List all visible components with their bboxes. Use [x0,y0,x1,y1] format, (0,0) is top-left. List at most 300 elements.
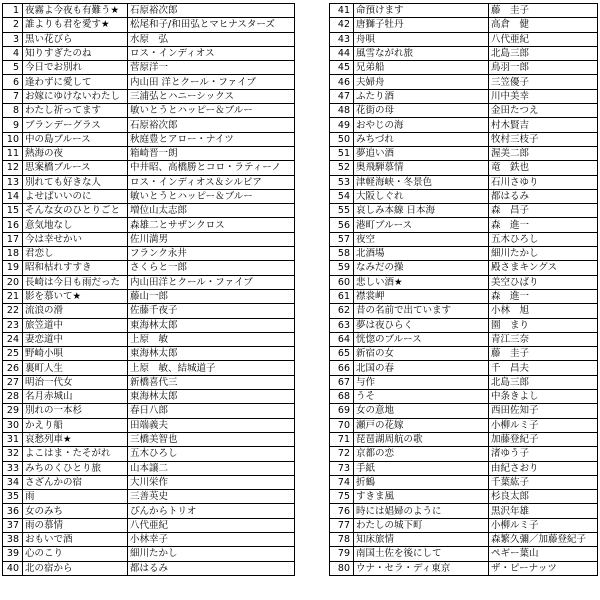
table-row [3,432,295,446]
table-row [3,375,295,389]
song-artist: 西田佐知子 [489,404,598,418]
song-artist: 藤 圭子 [489,347,598,361]
song-number: 27 [3,375,23,389]
table-row [330,75,598,89]
table-row [3,132,295,146]
song-number: 53 [330,175,354,189]
song-title: ウナ・セラ・ディ東京 [354,561,489,575]
song-artist: 中条きよし [489,390,598,404]
song-artist: ロス・インディオス＆シルビア [128,175,295,189]
song-artist: 増位山太志郎 [128,204,295,218]
table-row [330,418,598,432]
table-row [330,289,598,303]
song-title: 花街の母 [354,104,489,118]
song-artist: 渥美二郎 [489,146,598,160]
song-title: お嫁にゆけないわたし [23,89,128,103]
song-number: 59 [330,261,354,275]
song-number: 1 [3,4,23,18]
song-number: 61 [330,289,354,303]
song-number: 13 [3,175,23,189]
song-number: 70 [330,418,354,432]
song-title: 逢わずに愛して [23,75,128,89]
table-row [330,318,598,332]
song-artist: 田端義夫 [128,418,295,432]
song-title: 今日でお別れ [23,61,128,75]
song-artist: 五木ひろし [489,232,598,246]
song-title: おもいで酒 [23,532,128,546]
song-title: 女の意地 [354,404,489,418]
song-number: 78 [330,532,354,546]
song-artist: 都はるみ [489,189,598,203]
song-title: 別れても好きな人 [23,175,128,189]
song-title: 時には娼婦のように [354,504,489,518]
song-artist: 鳥羽一郎 [489,61,598,75]
song-number: 77 [330,518,354,532]
song-number: 3 [3,32,23,46]
table-row [330,347,598,361]
table-row [330,547,598,561]
song-title: 夫婦舟 [354,75,489,89]
song-number: 60 [330,275,354,289]
song-number: 10 [3,132,23,146]
table-row [3,390,295,404]
song-title: 兄弟船 [354,61,489,75]
song-artist: 園 まり [489,318,598,332]
table-row [330,89,598,103]
song-artist: 石川さゆり [489,175,598,189]
song-number: 34 [3,475,23,489]
song-number: 50 [330,132,354,146]
song-title: 瀬戸の花嫁 [354,418,489,432]
table-row [3,146,295,160]
song-title: かえり船 [23,418,128,432]
song-number: 42 [330,18,354,32]
song-title: すきま風 [354,490,489,504]
song-artist: 上原 敏 [128,332,295,346]
song-artist: 美空ひばり [489,275,598,289]
song-artist: 佐川満男 [128,232,295,246]
table-row [3,447,295,461]
song-number: 23 [3,318,23,332]
song-artist: 高倉 健 [489,18,598,32]
song-number: 11 [3,146,23,160]
song-artist: 藤 圭子 [489,4,598,18]
table-row [3,32,295,46]
song-artist: 加藤登紀子 [489,432,598,446]
song-artist: 東海林太郎 [128,318,295,332]
song-artist: 山本譲二 [128,461,295,475]
song-artist: 小林幸子 [128,532,295,546]
song-number: 20 [3,275,23,289]
table-row [3,218,295,232]
song-title: 津軽海峡・冬景色 [354,175,489,189]
song-title: 別れの一本杉 [23,404,128,418]
song-number: 17 [3,232,23,246]
song-artist: 小柳ルミ子 [489,518,598,532]
song-artist: 三善英史 [128,490,295,504]
song-number: 7 [3,89,23,103]
song-number: 55 [330,204,354,218]
table-row [3,204,295,218]
table-row [330,475,598,489]
song-artist: 細川たかし [489,247,598,261]
song-number: 21 [3,289,23,303]
song-title: 影を慕いて★ [23,289,128,303]
song-number: 33 [3,461,23,475]
song-artist: 敏いとうとハッピー＆ブルー [128,189,295,203]
song-title: そんな女のひとりごと [23,204,128,218]
table-row [330,404,598,418]
table-row [3,46,295,60]
table-row [330,432,598,446]
song-artist: 金田たつえ [489,104,598,118]
song-number: 54 [330,189,354,203]
song-artist: ペギー葉山 [489,547,598,561]
table-row [3,518,295,532]
song-number: 36 [3,504,23,518]
song-number: 74 [330,475,354,489]
song-number: 40 [3,561,23,575]
song-title: 誰よりも君を愛す★ [23,18,128,32]
table-row [3,275,295,289]
table-row [330,375,598,389]
song-artist: 春日八郎 [128,404,295,418]
song-title: みちのくひとり旅 [23,461,128,475]
song-number: 8 [3,104,23,118]
song-title: 昭和枯れすすき [23,261,128,275]
song-number: 44 [330,46,354,60]
song-title: 昔の名前で出ています [354,304,489,318]
song-number: 73 [330,461,354,475]
song-artist: 新橋喜代三 [128,375,295,389]
table-row [3,247,295,261]
song-artist: 秋庭豊とアロー・ナイツ [128,132,295,146]
song-number: 51 [330,146,354,160]
song-number: 2 [3,18,23,32]
song-artist: 森 進一 [489,218,598,232]
song-title: なみだの操 [354,261,489,275]
song-artist: 中井昭、高橋勝とコロ・ラティーノ [128,161,295,175]
table-row [3,561,295,575]
song-title: 知りすぎたのね [23,46,128,60]
table-row [330,461,598,475]
song-title: 琵琶湖周航の歌 [354,432,489,446]
table-row [3,418,295,432]
song-number: 16 [3,218,23,232]
song-title: 女のみち [23,504,128,518]
song-title: 妻恋道中 [23,332,128,346]
song-artist: 千 昌夫 [489,361,598,375]
song-title: 夜空 [354,232,489,246]
song-artist: 森 昌子 [489,204,598,218]
song-title: 北国の春 [354,361,489,375]
table-row [330,561,598,575]
song-number: 26 [3,361,23,375]
table-row [330,32,598,46]
table-row [3,189,295,203]
song-artist: 黒沢年雄 [489,504,598,518]
song-artist: さくらと一郎 [128,261,295,275]
table-row [3,289,295,303]
song-number: 31 [3,432,23,446]
table-row [330,390,598,404]
song-title: 流浪の滑 [23,304,128,318]
song-title: 港町ブルース [354,218,489,232]
song-title: 折鶴 [354,475,489,489]
song-number: 45 [330,61,354,75]
song-title: おやじの海 [354,118,489,132]
song-title: 夢追い酒 [354,146,489,160]
table-row [3,347,295,361]
song-artist: 三笠優子 [489,75,598,89]
song-title: 名月赤城山 [23,390,128,404]
song-number: 35 [3,490,23,504]
song-artist: 川中美幸 [489,89,598,103]
song-artist: 三橋美智也 [128,432,295,446]
song-title: 手紙 [354,461,489,475]
table-row [3,18,295,32]
song-artist: 藤山一郎 [128,289,295,303]
song-number: 79 [330,547,354,561]
song-title: 北酒場 [354,247,489,261]
song-number: 43 [330,32,354,46]
song-title: 長崎は今日も雨だった [23,275,128,289]
song-artist: 水原 弘 [128,32,295,46]
song-list-sheet [2,3,598,576]
song-artist: 杉良太郎 [489,490,598,504]
song-number: 67 [330,375,354,389]
song-artist: 都はるみ [128,561,295,575]
song-title: 知床旅情 [354,532,489,546]
song-title: みちづれ [354,132,489,146]
song-title: 大阪しぐれ [354,189,489,203]
table-row [3,547,295,561]
song-title: 恍惚のブルース [354,332,489,346]
song-title: よせばいいのに [23,189,128,203]
table-row [3,504,295,518]
song-title: 夜霧よ今夜も有難う★ [23,4,128,18]
song-artist: 五木ひろし [128,447,295,461]
song-number: 57 [330,232,354,246]
song-title: 与作 [354,375,489,389]
table-row [3,404,295,418]
song-artist: 細川たかし [128,547,295,561]
table-row [330,304,598,318]
song-artist: 松尾和子/和田弘とマヒナスターズ [128,18,295,32]
song-artist: 佐藤千夜子 [128,304,295,318]
song-number: 14 [3,189,23,203]
song-artist: 内山田 洋とクール・ファイブ [128,75,295,89]
song-artist: 小林 旭 [489,304,598,318]
song-title: 奥飛騨慕情 [354,161,489,175]
table-row [3,318,295,332]
song-artist: 牧村三枝子 [489,132,598,146]
song-title: 哀愁列車★ [23,432,128,446]
song-artist: 北島三郎 [489,375,598,389]
song-artist: 三浦弘とハニーシックス [128,89,295,103]
song-title: 風雪ながれ旅 [354,46,489,60]
table-row [330,204,598,218]
table-row [330,332,598,346]
song-title: 旅笠道中 [23,318,128,332]
table-row [3,475,295,489]
song-title: 今は幸せかい [23,232,128,246]
song-title: 舟唄 [354,32,489,46]
song-number: 56 [330,218,354,232]
table-row [3,461,295,475]
table-row [3,118,295,132]
song-artist: 八代亜紀 [128,518,295,532]
song-artist: 森繁久彌／加藤登紀子 [489,532,598,546]
song-title: 夢は夜ひらく [354,318,489,332]
song-number: 6 [3,75,23,89]
song-title: 北の宿から [23,561,128,575]
table-row [330,104,598,118]
song-title: 襟裳岬 [354,289,489,303]
song-artist: 竜 鉄也 [489,161,598,175]
song-artist: ぴんからトリオ [128,504,295,518]
table-row [3,75,295,89]
song-artist: 村木賢吉 [489,118,598,132]
table-row [3,261,295,275]
song-number: 37 [3,518,23,532]
song-number: 48 [330,104,354,118]
song-number: 66 [330,361,354,375]
song-number: 38 [3,532,23,546]
song-table-right [329,3,598,576]
song-number: 41 [330,4,354,18]
song-title: 思案橋ブルース [23,161,128,175]
song-artist: 石原裕次郎 [128,4,295,18]
song-artist: 菅原洋一 [128,61,295,75]
table-row [330,504,598,518]
song-number: 68 [330,390,354,404]
song-number: 49 [330,118,354,132]
song-number: 71 [330,432,354,446]
song-number: 29 [3,404,23,418]
song-artist: 大川栄作 [128,475,295,489]
table-row [330,261,598,275]
song-title: わたしの城下町 [354,518,489,532]
song-number: 5 [3,61,23,75]
song-number: 32 [3,447,23,461]
song-artist: 八代亜紀 [489,32,598,46]
song-number: 25 [3,347,23,361]
song-table-left-body [3,4,295,576]
song-number: 39 [3,547,23,561]
song-artist: フランク永井 [128,247,295,261]
song-artist: 内山田洋とクール・ファイブ [128,275,295,289]
song-title: 新宿の女 [354,347,489,361]
table-row [330,361,598,375]
table-row [330,247,598,261]
table-row [330,146,598,160]
song-number: 65 [330,347,354,361]
song-title: ブランデーグラス [23,118,128,132]
song-title: うそ [354,390,489,404]
table-row [3,490,295,504]
table-row [330,61,598,75]
song-artist: 森 進一 [489,289,598,303]
song-title: 君恋し [23,247,128,261]
song-number: 52 [330,161,354,175]
song-title: 意気地なし [23,218,128,232]
song-number: 9 [3,118,23,132]
song-number: 4 [3,46,23,60]
table-row [3,532,295,546]
table-row [3,175,295,189]
song-title: 熱海の夜 [23,146,128,160]
song-number: 19 [3,261,23,275]
song-number: 75 [330,490,354,504]
table-row [330,532,598,546]
song-artist: 上原 敏、結城道子 [128,361,295,375]
song-title: 哀しみ本線 日本海 [354,204,489,218]
song-artist: 敏いとうとハッピー＆ブルー [128,104,295,118]
song-number: 72 [330,447,354,461]
table-row [330,161,598,175]
table-row [330,189,598,203]
song-title: 唐獅子牡丹 [354,18,489,32]
song-artist: 北島三郎 [489,46,598,60]
table-row [3,361,295,375]
table-row [3,89,295,103]
table-row [3,4,295,18]
song-number: 15 [3,204,23,218]
song-title: 京都の恋 [354,447,489,461]
song-table-right-body [330,4,598,576]
song-title: 明治一代女 [23,375,128,389]
table-row [330,18,598,32]
table-row [3,61,295,75]
song-title: さざんかの宿 [23,475,128,489]
song-title: 悲しい酒★ [354,275,489,289]
table-row [3,104,295,118]
song-number: 63 [330,318,354,332]
song-number: 46 [330,75,354,89]
table-row [330,218,598,232]
song-title: わたし祈ってます [23,104,128,118]
table-row [330,4,598,18]
song-title: 南国土佐を後にして [354,547,489,561]
song-number: 22 [3,304,23,318]
table-row [330,132,598,146]
song-title: 命預けます [354,4,489,18]
table-row [330,490,598,504]
song-title: 黒い花びら [23,32,128,46]
table-row [330,46,598,60]
song-artist: ザ・ピーナッツ [489,561,598,575]
song-artist: 渚ゆう子 [489,447,598,461]
song-title: 雨の慕情 [23,518,128,532]
song-artist: 小柳ルミ子 [489,418,598,432]
song-number: 69 [330,404,354,418]
song-number: 76 [330,504,354,518]
song-number: 24 [3,332,23,346]
song-artist: 千葉紘子 [489,475,598,489]
song-title: 裏町人生 [23,361,128,375]
song-number: 62 [330,304,354,318]
song-artist: 箱崎晋一朗 [128,146,295,160]
song-number: 28 [3,390,23,404]
song-title: 雨 [23,490,128,504]
table-row [330,518,598,532]
song-artist: ロス・インディオス [128,46,295,60]
song-number: 47 [330,89,354,103]
song-title: 野崎小唄 [23,347,128,361]
song-number: 18 [3,247,23,261]
song-artist: 森雄二とサザンクロス [128,218,295,232]
